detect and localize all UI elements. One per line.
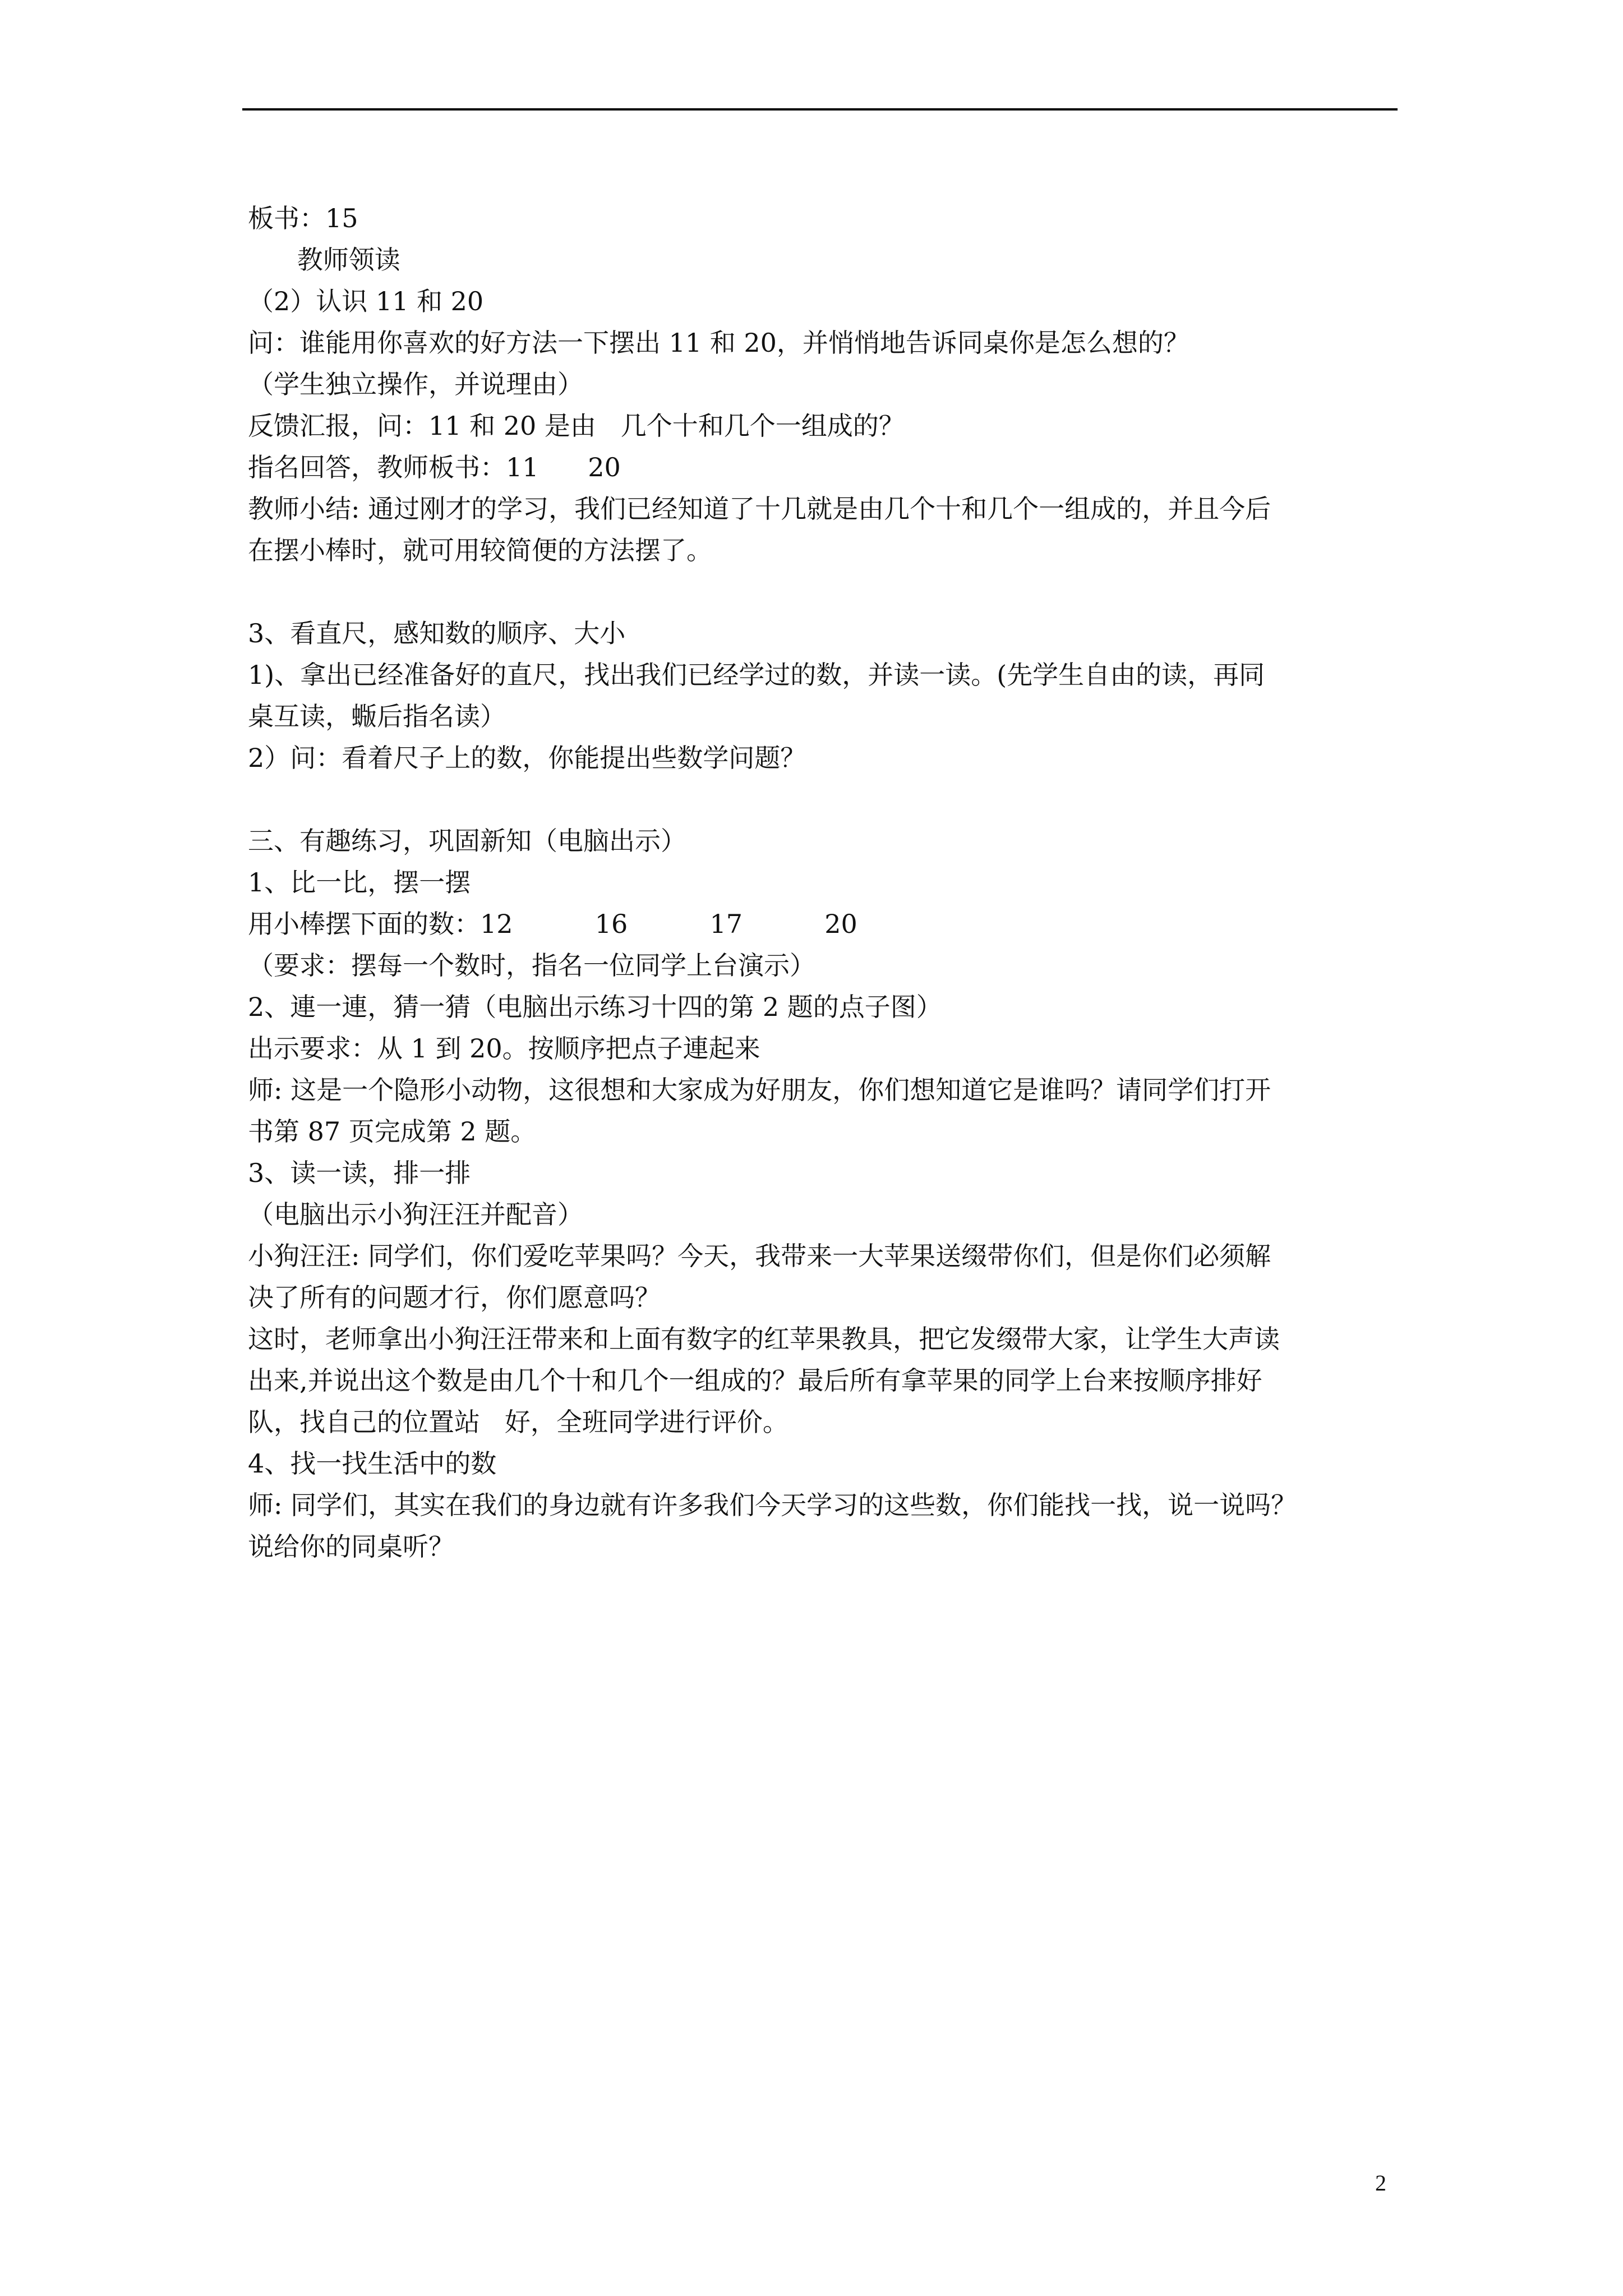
text-line: 1、比一比，摆一摆	[248, 867, 471, 898]
text-line: 用小棒摆下面的数：12 16 17 20	[248, 909, 857, 939]
text-line: 书第 87 页完成第 2 题。	[248, 1116, 537, 1147]
text-line: 出来,并说出这个数是由几个十和几个一组成的？最后所有拿苹果的同学上台来按顺序排好	[248, 1365, 1262, 1396]
text-line: （2）认识 11 和 20	[248, 286, 484, 316]
text-line: 教师小结: 通过刚才的学习，我们已经知道了十几就是由几个十和几个一组成的，并且今后	[248, 494, 1271, 524]
text-line: 1)、拿出已经准备好的直尺，找出我们已经学过的数，并读一读。(先学生自由的读，再同	[248, 660, 1265, 690]
text-line: 师: 这是一个隐形小动物，这很想和大家成为好朋友，你们想知道它是谁吗？请同学们打开	[248, 1075, 1271, 1105]
blank-line	[248, 571, 1403, 613]
text-line: 板书：15	[248, 203, 358, 233]
text-line: 反馈汇报，问：11 和 20 是由 几个十和几个一组成的？	[248, 411, 905, 441]
text-line: 指名回答，教师板书：11 20	[248, 452, 621, 482]
text-line: 出示要求：从 1 到 20。按顺序把点子連起来	[248, 1033, 760, 1064]
text-line: 小狗汪汪: 同学们，你们爱吃苹果吗？今天，我带来一大苹果送缀带你们，但是你们必须解	[248, 1241, 1271, 1271]
text-line: 问：谁能用你喜欢的好方法一下摆出 11 和 20，并悄悄地告诉同桌你是怎么想的？	[248, 328, 1189, 358]
text-line: 三、有趣练习，巩固新知（电脑出示）	[248, 826, 686, 856]
text-line: 说给你的同桌听？	[248, 1531, 454, 1562]
text-line: 2、連一連，猜一猜（电脑出示练习十四的第 2 题的点子图）	[248, 992, 942, 1022]
text-line: 3、看直尺，感知数的顺序、大小	[248, 618, 626, 648]
blank-line	[248, 779, 1403, 820]
document-body	[248, 197, 1403, 1567]
text-line: 教师领读	[248, 245, 400, 275]
text-line: （学生独立操作，并说理由）	[248, 369, 583, 399]
header-rule	[242, 108, 1398, 111]
text-line: 4、找一找生活中的数	[248, 1448, 497, 1479]
text-line: 师: 同学们，其实在我们的身边就有许多我们今天学习的这些数，你们能找一找，说一说吗？	[248, 1490, 1297, 1520]
text-line: 决了所有的问题才行，你们愿意吗？	[248, 1282, 661, 1313]
text-line: 3、读一读，排一排	[248, 1158, 471, 1188]
text-line: （电脑出示小狗汪汪并配音）	[248, 1199, 583, 1230]
text-line: 桌互读，蝂后指名读）	[248, 701, 506, 731]
text-line: 队，找自己的位置站 好，全班同学进行评价。	[248, 1407, 789, 1437]
text-line: 2）问：看着尺子上的数，你能提出些数学问题？	[248, 743, 806, 773]
page-number: 2	[1375, 2170, 1386, 2196]
text-line: （要求：摆每一个数时，指名一位同学上台演示）	[248, 950, 815, 981]
text-line: 这时，老师拿出小狗汪汪带来和上面有数字的红苹果教具，把它发缀带大家，让学生大声读	[248, 1324, 1280, 1354]
text-line: 在摆小棒时，就可用较简便的方法摆了。	[248, 535, 712, 565]
